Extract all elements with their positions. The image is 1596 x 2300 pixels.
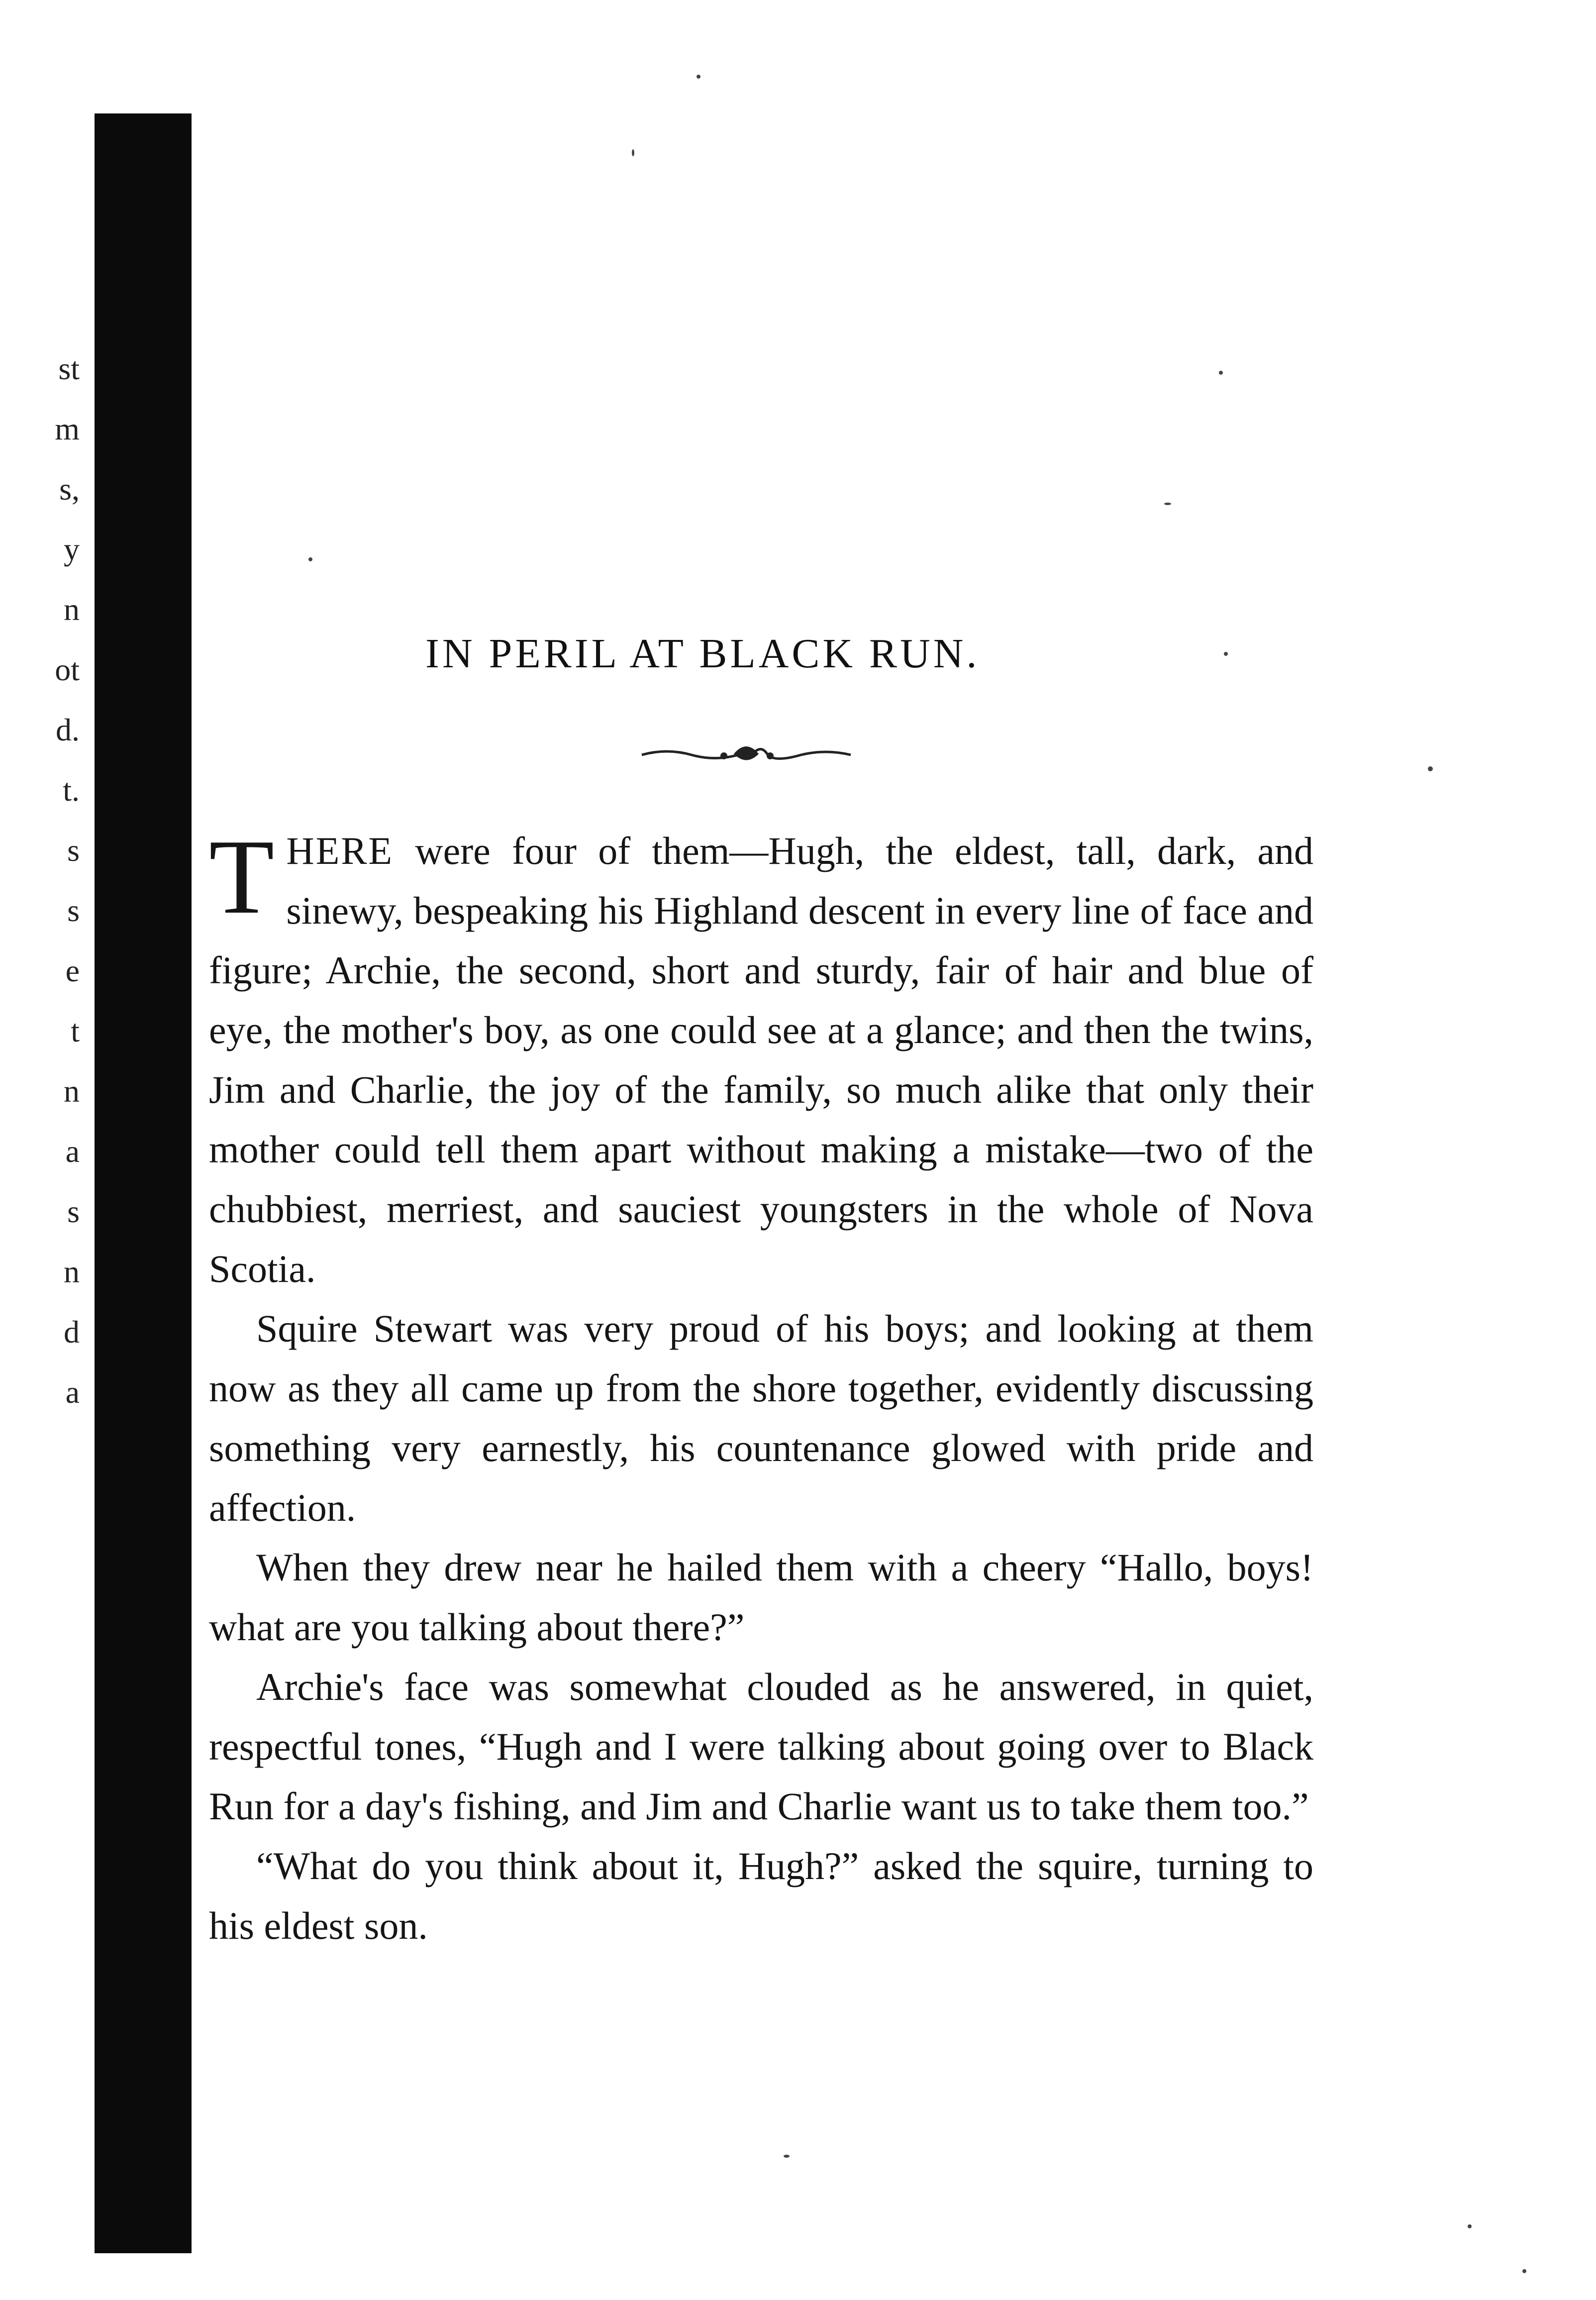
bleed-letter: s bbox=[67, 893, 80, 928]
bleed-letter: ot bbox=[55, 652, 80, 687]
bleed-letter: m bbox=[55, 411, 80, 446]
paragraph-5: “What do you think about it, Hugh?” asked the squire, turning to his eldest son. bbox=[209, 1844, 1313, 1947]
bleed-letter: d bbox=[64, 1314, 80, 1350]
paragraph-2: Squire Stewart was very proud of his boys; and looking at them now as they all came up from the shore together, evidently discussing something very earnestly, his countenance glowed with pride and affection. bbox=[209, 1307, 1313, 1529]
body-text bbox=[209, 817, 1313, 1956]
bleed-letter: s, bbox=[59, 471, 80, 507]
paragraph-4: Archie's face was somewhat clouded as he answered, in quiet, respectful tones, “Hugh and I were talking about going over to Black Run for a day's fishing, and Jim and Charlie want us to take them too.” bbox=[209, 1665, 1313, 1828]
bleed-letter: st bbox=[58, 351, 80, 386]
bleed-letter: e bbox=[65, 953, 80, 988]
bleed-letter: t. bbox=[63, 772, 80, 808]
paragraph-1 bbox=[209, 817, 1313, 1299]
book-spine-shadow bbox=[95, 113, 192, 2253]
opening-smallcaps: HERE bbox=[286, 829, 394, 872]
bleed-letter: a bbox=[65, 1134, 80, 1169]
bleed-letter: d. bbox=[56, 712, 80, 747]
paragraph-1-text: were four of them—Hugh, the eldest, tall, dark, and sinewy, bespeaking his Highland descent in every line of face and figure; Archie, the second, short and sturdy, fair of hair and blue of eye, the mother's boy, as one could see at a glance; and then the twins, Jim and Charlie, the joy of the family, so much alike that only their mother could tell them apart without making a mistake—two of the chubbiest, merriest, and sauciest youngsters in the whole of Nova Scotia. bbox=[209, 829, 1313, 1290]
bleed-letter: n bbox=[64, 1254, 80, 1289]
bleed-letter: t bbox=[71, 1013, 80, 1048]
bleed-letter: n bbox=[64, 1073, 80, 1109]
facing-page-bleed bbox=[5, 338, 80, 1422]
bleed-letter: s bbox=[67, 1194, 80, 1229]
ornament-divider-icon bbox=[637, 739, 856, 769]
drop-cap: T bbox=[209, 817, 275, 936]
bleed-letter: s bbox=[67, 833, 80, 868]
bleed-letter: a bbox=[65, 1374, 80, 1410]
chapter-title: IN PERIL AT BLACK RUN. bbox=[425, 630, 980, 677]
paragraph-3: When they drew near he hailed them with a cheery “Hallo, boys! what are you talking about there?” bbox=[209, 1546, 1313, 1649]
bleed-letter: y bbox=[64, 531, 80, 567]
bleed-letter: n bbox=[64, 592, 80, 627]
